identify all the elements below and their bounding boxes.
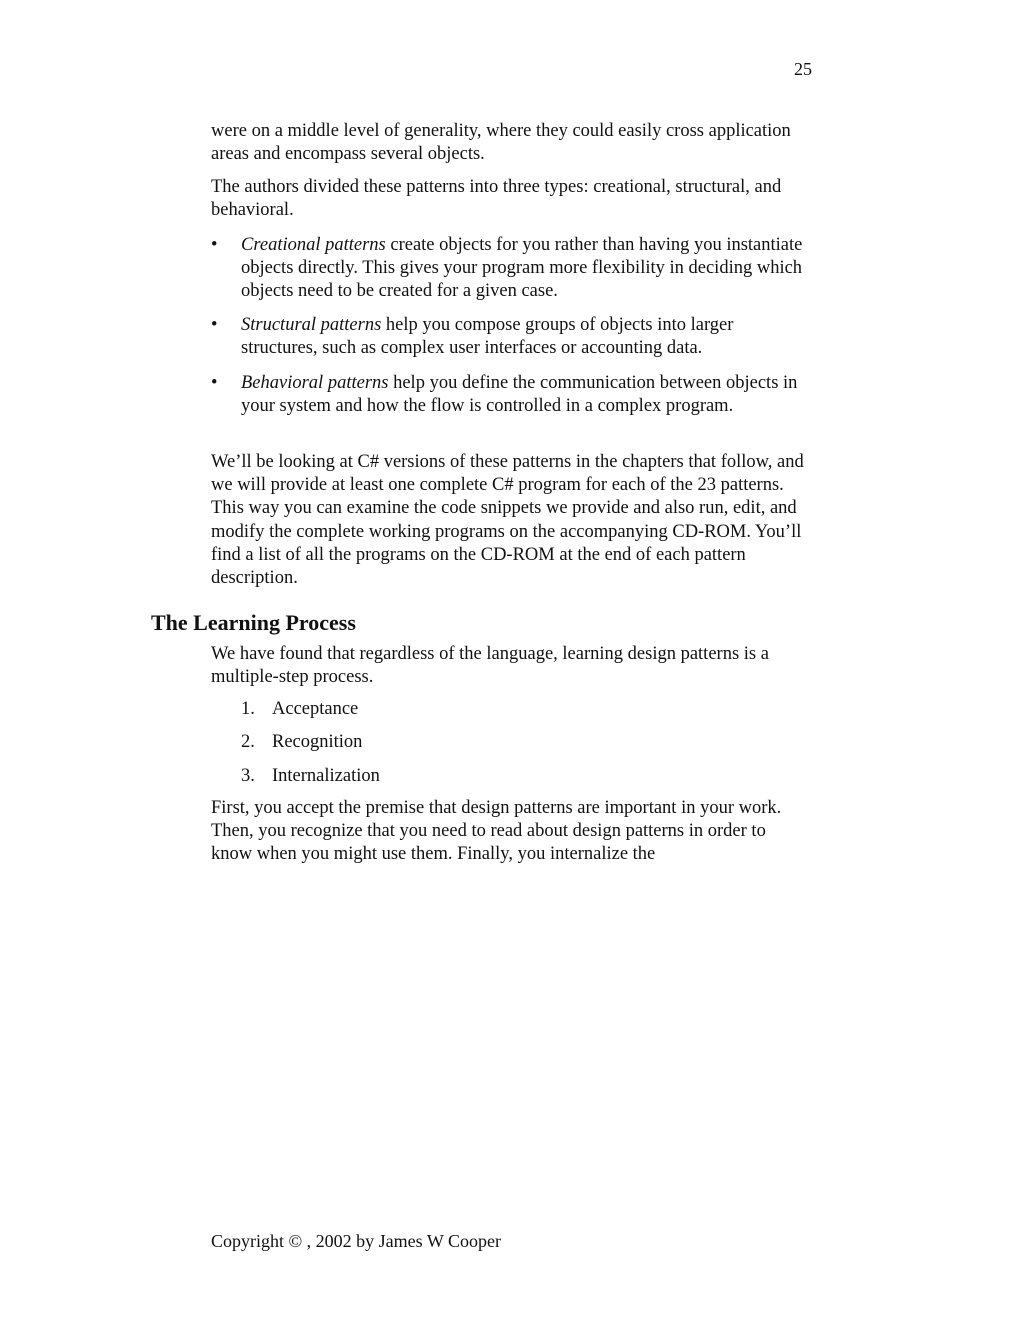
step-number: 2. (241, 732, 255, 752)
section-heading: The Learning Process (151, 610, 356, 635)
page-number: 25 (794, 59, 812, 79)
bullet-text (241, 372, 813, 418)
bullet-term: Creational patterns (241, 235, 386, 255)
step-number: 3. (241, 766, 255, 786)
step-item-recognition (241, 731, 362, 754)
step-item-acceptance (241, 698, 358, 721)
bullet-text (241, 234, 813, 304)
paragraph-learning-intro: We have found that regardless of the language, learning design patterns is a multiple-step process. (211, 644, 769, 688)
bullet-term: Behavioral patterns (241, 373, 389, 393)
step-label: Recognition (272, 732, 363, 752)
bullet-marker: • (211, 235, 218, 255)
paragraph-csharp-versions: We’ll be looking at C# versions of these patterns in the chapters that follow, and we will provide at least one complete C# program for each of the 23 patterns. This way you can examine the code snippets we provide and also run, edit, and modify the complete working programs on the accompanying CD-ROM. You’ll find a list of all the programs on the CD-ROM at the end of each pattern description. (211, 452, 804, 589)
bullet-description: create objects for you rather than having you instantiate objects directly. This gives your program more flexibility in deciding which objects need to be created for a given case. (241, 235, 803, 302)
bullet-term: Structural patterns (241, 315, 382, 335)
bullet-description: help you compose groups of objects into larger structures, such as complex user interfaces or accounting data. (241, 315, 734, 359)
step-number: 1. (241, 699, 255, 719)
bullet-description: help you define the communication between objects in your system and how the flow is controlled in a complex program. (241, 373, 798, 417)
step-label: Acceptance (272, 699, 359, 719)
step-item-internalization (241, 765, 380, 788)
paragraph-intro-continuation: were on a middle level of generality, where they could easily cross application areas and encompass several objects. (211, 121, 791, 165)
copyright-footer: Copyright © , 2002 by James W Cooper (211, 1231, 501, 1251)
paragraph-pattern-types: The authors divided these patterns into three types: creational, structural, and behavioral. (211, 177, 782, 221)
bullet-text (241, 314, 813, 360)
bullet-marker: • (211, 315, 218, 335)
bullet-marker: • (211, 373, 218, 393)
paragraph-learning-steps: First, you accept the premise that design patterns are important in your work. Then, you recognize that you need to read about design patterns in order to know when you might use them. Finally, you internalize the (211, 798, 782, 865)
step-label: Internalization (272, 766, 380, 786)
